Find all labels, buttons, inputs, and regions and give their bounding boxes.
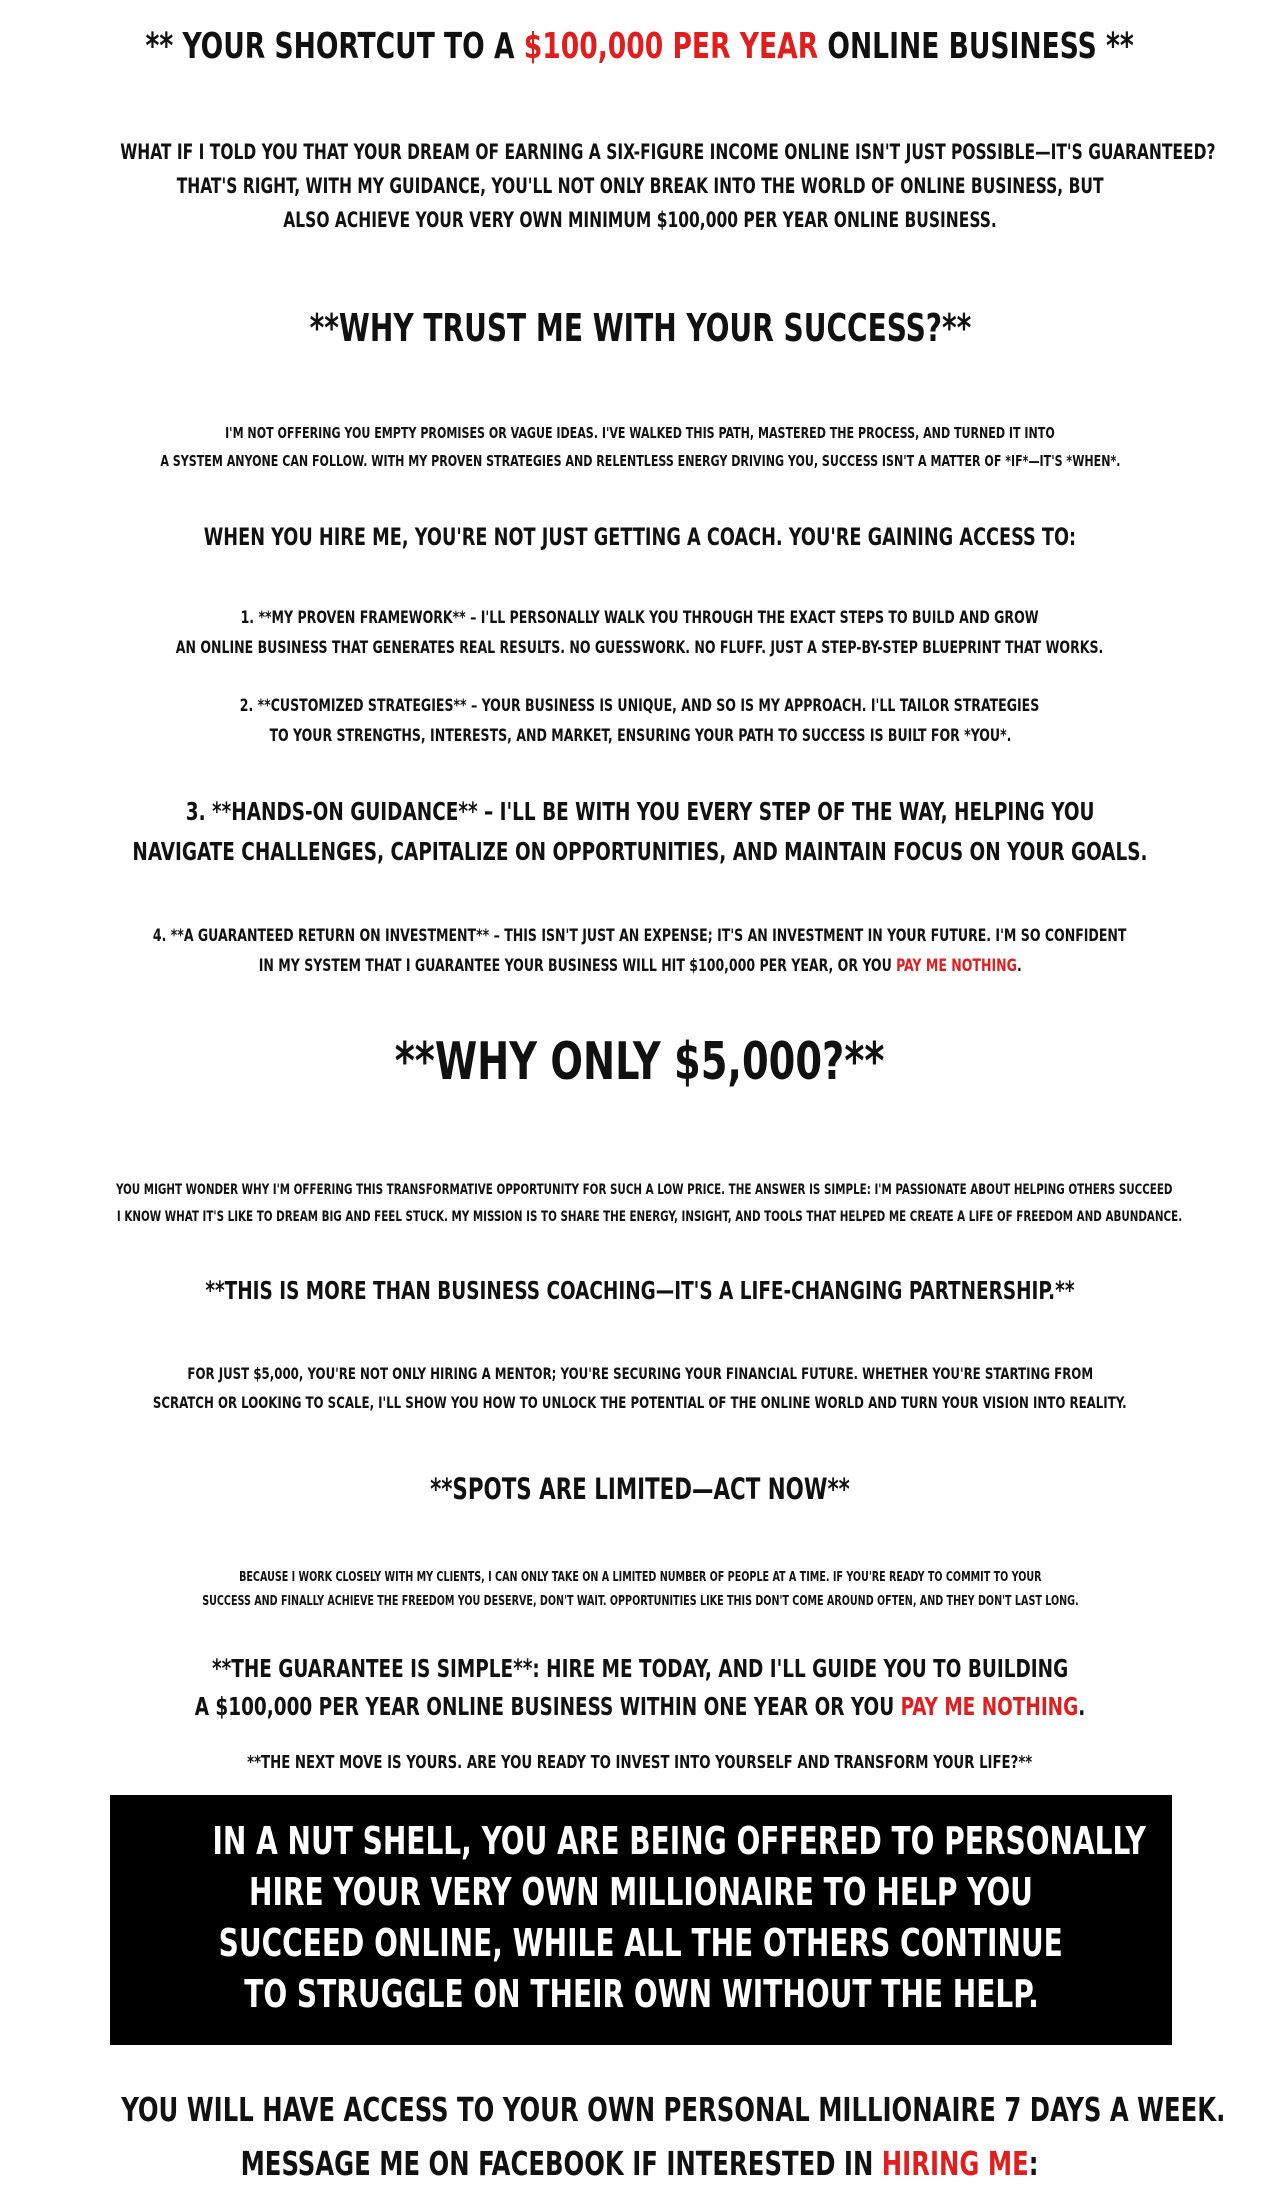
partnership-heading: **THIS IS MORE THAN BUSINESS COACHING—IT'S A LIFE-CHANGING PARTNERSHIP.**	[205, 1276, 1075, 1305]
headline-post: ONLINE BUSINESS **	[818, 26, 1135, 67]
why-price-body-1: YOU MIGHT WONDER WHY I'M OFFERING THIS TRANSFORMATIVE OPPORTUNITY FOR SUCH A LOW PRICE. THE ANSWER IS SIMPLE: I'M PASSIONATE ABOUT HELPING OTHERS SUCCEED	[115, 1182, 1173, 1198]
point-3-line-2: NAVIGATE CHALLENGES, CAPITALIZE ON OPPORTUNITIES, AND MAINTAIN FOCUS ON YOUR GOALS.	[132, 837, 1148, 866]
partnership-body-1: FOR JUST $5,000, YOU'RE NOT ONLY HIRING A MENTOR; YOU'RE SECURING YOUR FINANCIAL FUTURE. WHETHER YOU'RE STARTING FROM	[187, 1364, 1093, 1383]
partnership-body-2: SCRATCH OR LOOKING TO SCALE, I'LL SHOW YOU HOW TO UNLOCK THE POTENTIAL OF THE ONLINE WORLD AND TURN YOUR VISION INTO REALITY.	[153, 1393, 1127, 1412]
guarantee-line-2: A $100,000 PER YEAR ONLINE BUSINESS WITHIN ONE YEAR OR YOU PAY ME NOTHING.	[194, 1692, 1086, 1721]
headline-highlight: $100,000 PER YEAR	[524, 26, 819, 67]
intro-line-2: THAT'S RIGHT, WITH MY GUIDANCE, YOU'LL NOT ONLY BREAK INTO THE WORLD OF ONLINE BUSINESS, BUT	[176, 174, 1104, 198]
next-move-line: **THE NEXT MOVE IS YOURS. ARE YOU READY TO INVEST INTO YOURSELF AND TRANSFORM YOUR LIFE?**	[247, 1752, 1033, 1773]
nutshell-line-4: TO STRUGGLE ON THEIR OWN WITHOUT THE HELP.	[243, 1972, 1039, 2016]
why-trust-body-2: A SYSTEM ANYONE CAN FOLLOW. WITH MY PROVEN STRATEGIES AND RELENTLESS ENERGY DRIVING YOU, SUCCESS ISN'T A MATTER OF *IF*—IT'S *WHEN*.	[159, 452, 1121, 470]
closing-line-1: YOU WILL HAVE ACCESS TO YOUR OWN PERSONAL MILLIONAIRE 7 DAYS A WEEK.	[121, 2090, 1226, 2129]
why-price-heading: **WHY ONLY $5,000?**	[395, 1032, 885, 1092]
access-heading: WHEN YOU HIRE ME, YOU'RE NOT JUST GETTING A COACH. YOU'RE GAINING ACCESS TO:	[203, 523, 1077, 551]
guarantee-line-1: **THE GUARANTEE IS SIMPLE**: HIRE ME TODAY, AND I'LL GUIDE YOU TO BUILDING	[211, 1654, 1069, 1683]
intro-line-3: ALSO ACHIEVE YOUR VERY OWN MINIMUM $100,000 PER YEAR ONLINE BUSINESS.	[283, 208, 997, 232]
why-trust-body-1: I'M NOT OFFERING YOU EMPTY PROMISES OR VAGUE IDEAS. I'VE WALKED THIS PATH, MASTERED THE PROCESS, AND TURNED IT INTO	[225, 424, 1055, 442]
point-1-line-1: 1. **MY PROVEN FRAMEWORK** – I'LL PERSONALLY WALK YOU THROUGH THE EXACT STEPS TO BUILD AND GROW	[240, 608, 1039, 628]
nutshell-box	[110, 1795, 1172, 2045]
nutshell-line-3: SUCCEED ONLINE, WHILE ALL THE OTHERS CONTINUE	[218, 1921, 1064, 1965]
nutshell-line-2: HIRE YOUR VERY OWN MILLIONAIRE TO HELP YOU	[249, 1870, 1033, 1914]
why-price-body-2: I KNOW WHAT IT'S LIKE TO DREAM BIG AND FEEL STUCK. MY MISSION IS TO SHARE THE ENERGY, INSIGHT, AND TOOLS THAT HELPED ME CREATE A LIFE OF FREEDOM AND ABUNDANCE.	[116, 1209, 1183, 1225]
pay-me-nothing-1: PAY ME NOTHING	[895, 956, 1017, 976]
hiring-me-link: HIRING ME	[882, 2144, 1030, 2183]
closing-line-2: MESSAGE ME ON FACEBOOK IF INTERESTED IN HIRING ME:	[241, 2144, 1039, 2183]
why-trust-heading: **WHY TRUST ME WITH YOUR SUCCESS?**	[309, 306, 971, 350]
page-headline	[0, 26, 1280, 67]
pay-me-nothing-2: PAY ME NOTHING	[900, 1692, 1079, 1721]
intro-line-1: WHAT IF I TOLD YOU THAT YOUR DREAM OF EARNING A SIX-FIGURE INCOME ONLINE ISN'T JUST POSSIBLE—IT'S GUARANTEED?	[120, 140, 1216, 164]
nutshell-line-1: IN A NUT SHELL, YOU ARE BEING OFFERED TO PERSONALLY	[212, 1819, 1146, 1863]
limited-body-2: SUCCESS AND FINALLY ACHIEVE THE FREEDOM YOU DESERVE, DON'T WAIT. OPPORTUNITIES LIKE THIS DON'T COME AROUND OFTEN, AND THEY DON'T LAST LONG.	[201, 1594, 1079, 1609]
point-4-line-1: 4. **A GUARANTEED RETURN ON INVESTMENT** – THIS ISN'T JUST AN EXPENSE; IT'S AN INVESTMENT IN YOUR FUTURE. I'M SO CONFIDENT	[153, 926, 1127, 946]
limited-heading: **SPOTS ARE LIMITED—ACT NOW**	[430, 1472, 850, 1506]
point-3-line-1: 3. **HANDS-ON GUIDANCE** – I'LL BE WITH YOU EVERY STEP OF THE WAY, HELPING YOU	[185, 797, 1095, 826]
point-1-line-2: AN ONLINE BUSINESS THAT GENERATES REAL RESULTS. NO GUESSWORK. NO FLUFF. JUST A STEP-BY-STEP BLUEPRINT THAT WORKS.	[176, 638, 1104, 658]
limited-body-1: BECAUSE I WORK CLOSELY WITH MY CLIENTS, I CAN ONLY TAKE ON A LIMITED NUMBER OF PEOPLE AT A TIME. IF YOU'RE READY TO COMMIT TO YOUR	[238, 1570, 1042, 1585]
point-2-line-1: 2. **CUSTOMIZED STRATEGIES** – YOUR BUSINESS IS UNIQUE, AND SO IS MY APPROACH. I'LL TAILOR STRATEGIES	[240, 696, 1040, 716]
point-4-line-2: IN MY SYSTEM THAT I GUARANTEE YOUR BUSINESS WILL HIT $100,000 PER YEAR, OR YOU PAY ME NOTHING.	[258, 956, 1022, 976]
headline-pre: ** YOUR SHORTCUT TO A	[145, 26, 525, 67]
point-2-line-2: TO YOUR STRENGTHS, INTERESTS, AND MARKET, ENSURING YOUR PATH TO SUCCESS IS BUILT FOR *YOU*.	[268, 726, 1011, 746]
